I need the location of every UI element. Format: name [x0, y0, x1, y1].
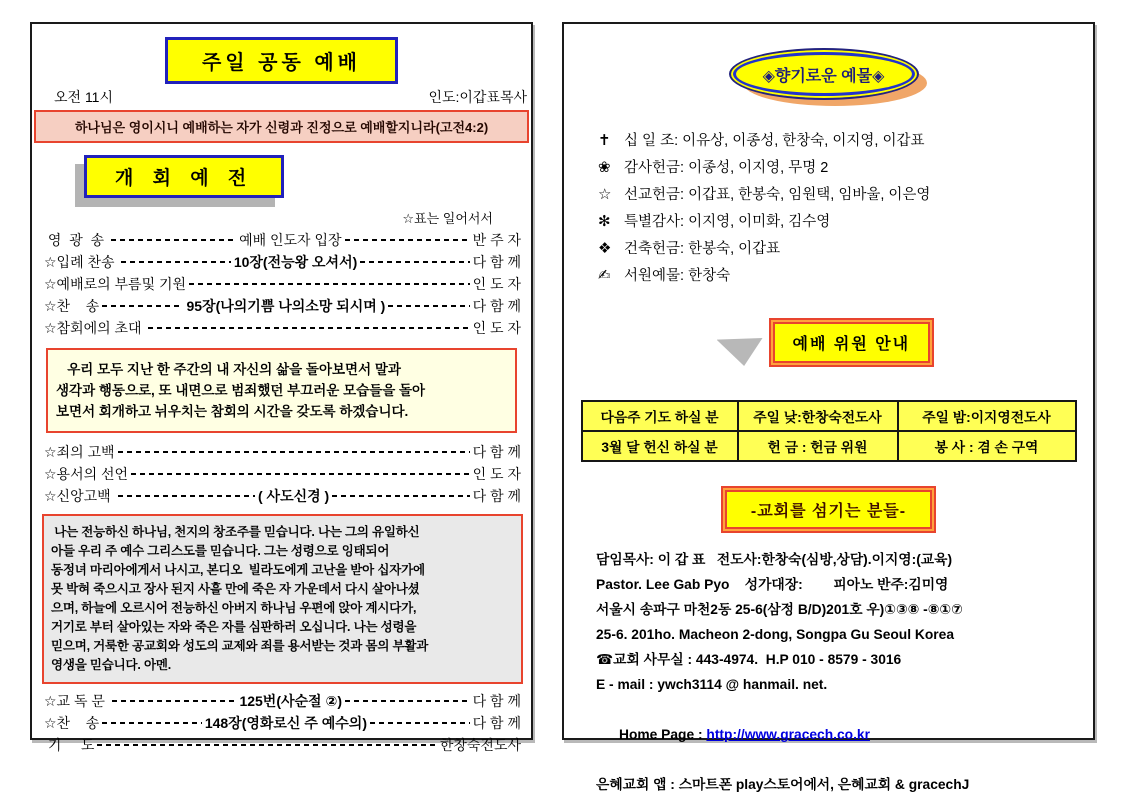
contact-line: ☎교회 사무실 : 443-4974. H.P 010 - 8579 - 3016 [596, 652, 902, 667]
order-label: ☆용서의 선언 [44, 466, 129, 482]
bulletin-page-left [30, 22, 533, 753]
order-responder: 다 함 께 [472, 298, 522, 314]
order-line [44, 734, 521, 756]
table-row [582, 431, 1076, 461]
contact-line: E - mail : ywch3114 @ hanmail. net. [596, 677, 828, 692]
list-item [598, 153, 1093, 180]
order-line [44, 690, 521, 712]
verse-banner: 하나님은 영이시니 예배하는 자가 신령과 진정으로 예배할지니라(고전4:2) [34, 110, 529, 143]
table-cell: 3월 달 헌신 하실 분 [582, 431, 738, 461]
diamond-icon: ❖ [598, 239, 612, 257]
order-line [44, 441, 521, 463]
homepage-line [596, 697, 1087, 772]
table-cell: 헌 금 : 헌금 위원 [738, 431, 898, 461]
dotted-leader [97, 744, 436, 746]
offering-text: 선교헌금: 이갑표, 한봉숙, 임원택, 임바울, 이은영 [624, 187, 931, 203]
list-item [598, 234, 1093, 261]
contact-block [596, 547, 1087, 797]
offering-text: 건축헌금: 한봉숙, 이갑표 [624, 241, 781, 257]
order-label: ☆교 독 문 [44, 693, 109, 709]
order-responder: 반 주 자 [472, 232, 522, 248]
confession-note: 우리 모두 지난 한 주간의 내 자신의 삶을 돌아보면서 말과 생각과 행동으로, 또 내면으로 범죄했던 부끄러운 모습들을 돌아 보면서 회개하고 뉘우치는 참회의 시간을 갖도록 하겠습니다. [46, 348, 517, 433]
order-label: ☆찬 송 [44, 715, 100, 731]
table-cell: 주일 밤:이지영전도사 [898, 401, 1076, 431]
offering-title: ◈향기로운 예물◈ [729, 48, 919, 100]
dotted-leader [345, 700, 470, 702]
contact-line: Pastor. Lee Gab Pyo 성가대장: 피아노 반주:김미영 [596, 577, 949, 592]
table-row [582, 401, 1076, 431]
service-leader: 인도:이갑표목사 [428, 89, 527, 105]
service-time: 오전 11시 [54, 89, 113, 105]
dotted-leader [121, 261, 230, 263]
dotted-leader [388, 305, 469, 307]
order-responder: 다 함 께 [472, 715, 521, 731]
order-label: ☆입례 찬송 [44, 254, 119, 270]
order-responder: 한창숙전도사 [439, 737, 521, 753]
order-label: 영 광 송 [44, 232, 108, 248]
star-icon: ☆ [598, 185, 612, 203]
offering-text: 감사헌금: 이종성, 이지영, 무명 2 [624, 160, 829, 176]
list-item [598, 207, 1093, 234]
order-line [44, 463, 521, 485]
order-line [44, 485, 521, 507]
dotted-leader [332, 495, 469, 497]
contact-line: 서울시 송파구 마천2동 25-6(삼정 B/D)201호 우)①③⑧ -⑧①⑦ [596, 602, 963, 617]
dotted-leader [102, 722, 202, 724]
stand-note: ☆표는 일어서서 [402, 211, 493, 226]
order-label: ☆참회에의 초대 [44, 320, 146, 336]
dotted-leader [118, 495, 255, 497]
order-line [44, 229, 521, 251]
offering-text: 십 일 조: 이유상, 이종성, 한창숙, 이지영, 이갑표 [624, 133, 925, 149]
order-responder: 다 함 께 [472, 444, 521, 460]
servants-title: -교회를 섬기는 분들- [721, 486, 936, 533]
committee-heading-wrap [564, 316, 1093, 372]
order-responder: 인 도 자 [472, 320, 521, 336]
order-label: ☆죄의 고백 [44, 444, 115, 460]
order-detail: 148장(영화로신 주 예수의) [204, 715, 367, 731]
order-line [44, 712, 521, 734]
order-detail: 예배 인도자 입장 [239, 232, 342, 248]
order-line [44, 317, 521, 339]
offering-text: 특별감사: 이지영, 이미화, 김수영 [624, 214, 831, 230]
dotted-leader [189, 283, 470, 285]
apostles-creed: 나는 전능하신 하나님, 천지의 창조주를 믿습니다. 나는 그의 유일하신 아들 우리 주 예수 그리스도를 믿습니다. 그는 성령으로 잉태되어 동정녀 마리아에게서 나시고, 본디오 빌라도에게 고난을 받아 십자가에 못 박혀 죽으시고 장사 된지 사흘 만에 죽은 자 가운데서 다시 살아나셨 으며, 하늘에 오르시어 전능하신 아버지 하나님 우편에 앉아 계시다가, 거기로 부터 살아있는 자와 죽은 자를 심판하러 오십니다. 나는 성령을 믿으며, 거룩한 공교회와 성도의 교제와 죄를 용서받는 것과 몸의 부활과 영생을 믿습니다. 아멘. [42, 514, 523, 684]
order-line [44, 295, 521, 317]
app-line: 은혜교회 앱 : 스마트폰 play스토어에서, 은혜교회 & gracechJ [596, 777, 970, 792]
dotted-leader [111, 239, 236, 241]
dotted-leader [148, 327, 469, 329]
dotted-leader [345, 239, 470, 241]
order-detail: 95장(나의기쁨 나의소망 되시며 ) [186, 298, 386, 314]
committee-title: 예배 위원 안내 [769, 318, 935, 367]
order-responder: 다 함 께 [472, 254, 522, 270]
table-cell: 주일 낮:한창숙전도사 [738, 401, 898, 431]
order-responder: 인 도 자 [472, 276, 521, 292]
dotted-leader [112, 700, 237, 702]
order-label: ☆예배로의 부름및 기원 [44, 276, 187, 292]
dotted-leader [370, 722, 470, 724]
table-cell: 다음주 기도 하실 분 [582, 401, 738, 431]
asterisk-icon: ✻ [598, 212, 611, 230]
callout-triangle [717, 338, 763, 366]
dotted-leader [118, 451, 470, 453]
order-detail: ( 사도신경 ) [258, 488, 330, 504]
table-cell: 봉 사 : 겸 손 구역 [898, 431, 1076, 461]
bulletin-page-right [562, 22, 1095, 792]
offering-title-badge [729, 48, 929, 106]
offering-list [598, 126, 1093, 288]
contact-line: 25-6. 201ho. Macheon 2-dong, Songpa Gu Seoul Korea [596, 627, 955, 642]
list-item [598, 180, 1093, 207]
list-item [598, 261, 1093, 288]
order-responder: 다 함 께 [472, 693, 521, 709]
offering-text: 서원예물: 한창숙 [624, 268, 731, 284]
list-item [598, 126, 1093, 153]
writing-hand-icon: ✍ [598, 266, 611, 284]
dotted-leader [360, 261, 469, 263]
homepage-label: Home Page : [619, 727, 707, 742]
homepage-link[interactable]: http://www.gracech.co.kr [706, 727, 870, 742]
cross-icon: ✝ [598, 131, 611, 149]
section-heading: 개 회 예 전 [84, 155, 284, 198]
page-title: 주일 공동 예배 [165, 37, 398, 84]
order-line [44, 251, 521, 273]
order-detail: 10장(전능왕 오셔서) [233, 254, 358, 270]
order-label: 기 도 [44, 737, 95, 753]
order-label: ☆신앙고백 [44, 488, 115, 504]
time-row [54, 87, 527, 107]
order-responder: 인 도 자 [472, 466, 521, 482]
order-responder: 다 함 께 [472, 488, 522, 504]
order-line [44, 273, 521, 295]
dotted-leader [131, 473, 470, 475]
order-detail: 125번(사순절 ②) [239, 693, 342, 709]
worship-committee-table [581, 400, 1077, 462]
dotted-leader [102, 305, 183, 307]
flower-icon: ❀ [598, 158, 611, 176]
order-label: ☆찬 송 [44, 298, 100, 314]
contact-line: 담임목사: 이 갑 표 전도사:한창숙(심방,상담).이지영:(교육) [596, 552, 953, 567]
